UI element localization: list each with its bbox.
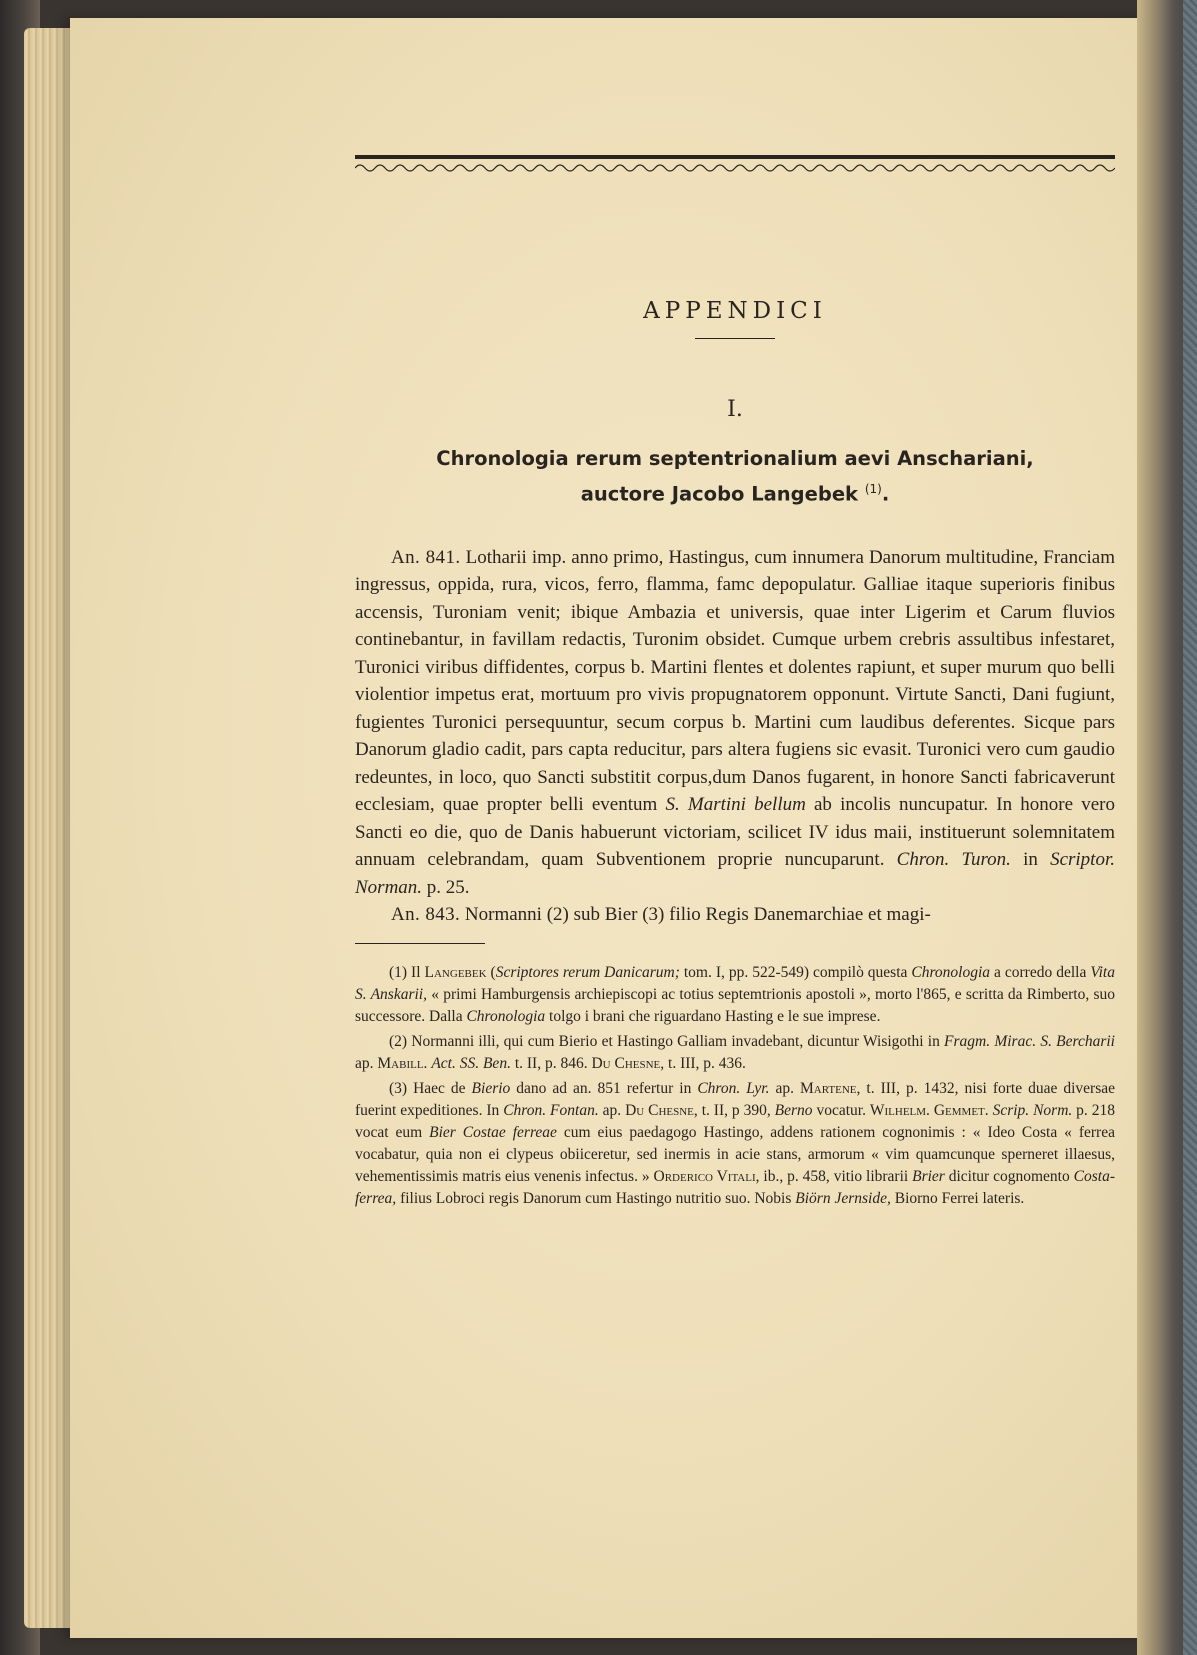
paragraph-841: An. 841. Lotharii imp. anno primo, Hastingus, cum innumera Danorum multitudine, Franciam ingressus, oppida, rura, vicos, ferro, flamma, famc depopulatur. Galliae itaque superioris finibus accensis, Turoniam venit; ibique Ambazia et universis, quae inter Ligerim et Carum fluvios continebantur, in favillam redactis, Turonim obsidet. Cumque urbem crebris assultibus infestaret, Turonici viribus diffidentes, corpus b. Martini flentes et dolentes rapiunt, et super murum quo belli violentior impetus erat, mortuum pro vivis propugnatorem opponunt. Virtute Sancti, Dani fugiunt, fugientes Turonici persequuntur, secum corpus b. Martini cum laudibus deferentes. Sicque pars Danorum gladio cadit, pars capta reducitur, pars altera fugiens sic evasit. Turonici vero cum gaudio redeuntes, in loco, quo Sancti substitit corpus,dum Danos fugarent, in honore Sancti fabricaverunt ecclesiam, quae propter belli eventum S. Martini bellum ab incolis nuncupatur. In honore vero Sancti eo die, quo de Danis habuerunt victoriam, scilicet IV idus maii, instituerunt solemnitatem annuam celebrandam, quam Subventionem proprie nuncuparunt. Chron. Turon. in Scriptor. Norman. p. 25. — [355, 546, 1115, 898]
title-rule — [695, 338, 775, 339]
footnote-2: (2) Normanni illi, qui cum Bierio et Hastingo Galliam invadebant, dicuntur Wisigothi in Fragm. Mirac. S. Bercharii ap. Mabill. Act. SS. Ben. t. II, p. 846. Du Chesne, t. III, p. 436. — [355, 1032, 1115, 1072]
heading-line-2: auctore Jacobo Langebek $^{(1)}$. — [580, 482, 890, 506]
footnote-1: (1) Il Langebek (Scriptores rerum Danicarum; tom. I, pp. 522-549) compilò questa Chronologia a corredo della Vita S. Anskarii, « primi Hamburgensis archiepiscopi ac totius septemtrionis apostoli », morto l'865, e scritta da Rimberto, suo successore. Dalla Chronologia tolgo i brani che riguardano Hasting e le sue imprese. — [355, 963, 1115, 1025]
section-number: I. — [727, 397, 743, 422]
footnote-rule — [355, 943, 485, 944]
body-text — [355, 544, 1115, 929]
footnotes — [355, 962, 1115, 1210]
paragraph-843: An. 843. Normanni (2) sub Bier (3) filio Regis Danemarchiae et magi- — [391, 904, 931, 925]
binding-cloth — [1183, 0, 1197, 1655]
footnote-ref-1: (1) — [864, 482, 882, 496]
heading-line-1: Chronologia rerum septentrionalium aevi Anschariani, — [436, 447, 1034, 470]
footnote-3: (3) Haec de Bierio dano ad an. 851 refertur in Chron. Lyr. ap. Martene, t. III, p. 1432, nisi forte duae diversae fuerint expeditiones. In Chron. Fontan. ap. Du Chesne, t. II, p 390, Berno vocatur. Wilhelm. Gemmet. Scrip. Norm. p. 218 vocat eum Bier Costae ferreae cum eius paedagogo Hastingo, addens rationem cognonimis : « Ideo Costa « ferrea vocabatur, quia non ei clypeus obiiceretur, sed inermis in acie stans, armorum « vim quamcunque sperneret illaesus, vehementissimis matris eius venenis infectus. » Orderico Vitali, ib., p. 458, vitio librarii Brier dicitur cognomento Costa-ferrea, filius Lobroci regis Danorum cum Hastingo nutritio suo. Nobis Biörn Jernside, Biorno Ferrei lateris. — [355, 1079, 1115, 1207]
section-heading — [355, 444, 1115, 510]
page-content — [355, 155, 1115, 1213]
page-title: APPENDICI — [643, 298, 827, 324]
header-rule — [355, 155, 1115, 159]
header-ornament-wave — [355, 162, 1115, 174]
